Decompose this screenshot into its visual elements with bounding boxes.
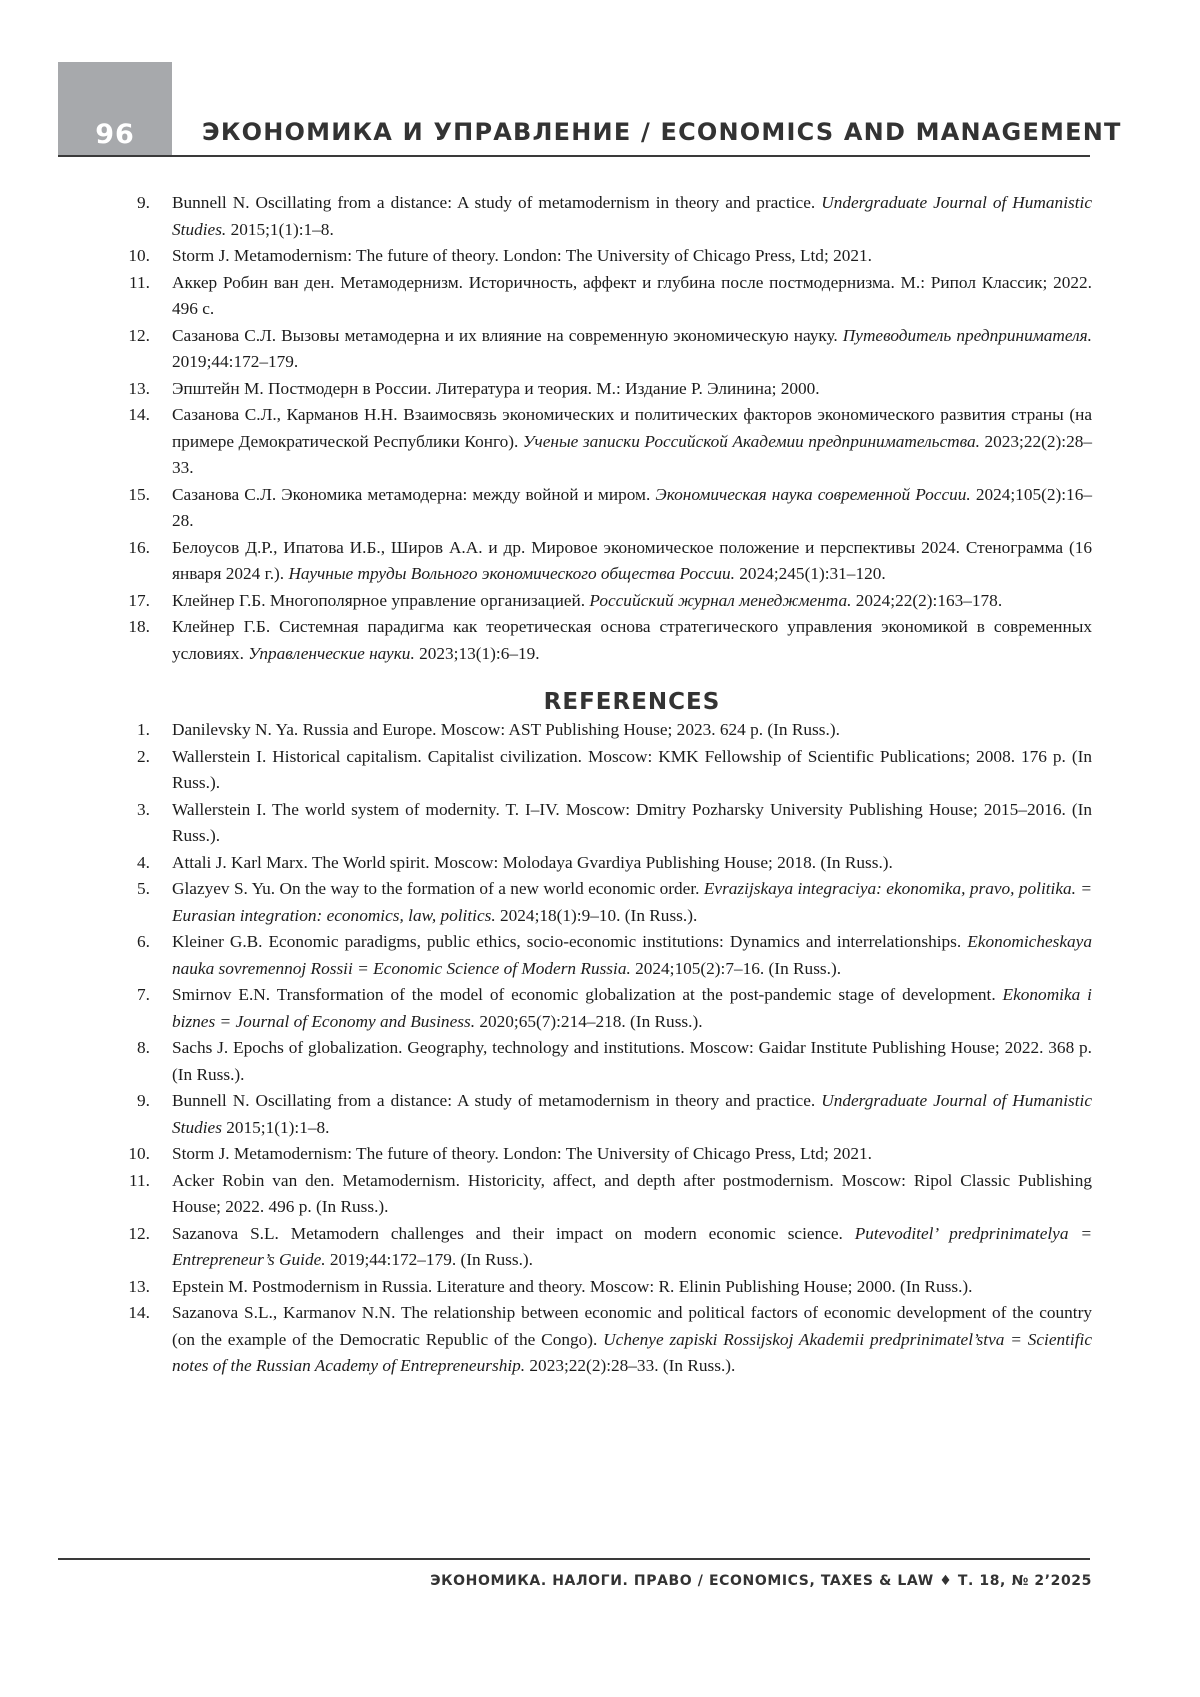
reference-text-segment: Wallerstein I. The world system of modernity. T. I–IV. Moscow: Dmitry Pozharsky University Publishing House; 2015–2016. (In Russ.). <box>172 799 1092 845</box>
reference-item <box>120 402 1092 482</box>
journal-footer: ЭКОНОМИКА. НАЛОГИ. ПРАВО / ECONOMICS, TAXES & LAW ♦ Т. 18, № 2’2025 <box>430 1573 1092 1589</box>
reference-number: 14. <box>128 1303 150 1322</box>
reference-item <box>120 190 1092 243</box>
reference-number: 1. <box>137 720 150 739</box>
footer-divider <box>58 1558 1090 1560</box>
reference-text <box>172 1274 1092 1301</box>
reference-text <box>172 1141 1092 1168</box>
reference-source-title: Научные труды Вольного экономического общества России. <box>288 564 735 583</box>
reference-text-segment: 2023;22(2):28–33. <box>172 431 1092 477</box>
reference-number: 16. <box>128 537 150 557</box>
reference-text-segment: Клейнер Г.Б. Многополярное управление организацией. <box>172 590 590 610</box>
english-reference-list <box>120 717 1092 1380</box>
reference-text <box>172 982 1092 1035</box>
reference-text <box>172 190 1092 243</box>
reference-text-segment: 2023;22(2):28–33. (In Russ.). <box>525 1356 736 1375</box>
reference-number: 10. <box>128 1144 150 1163</box>
reference-number: 17. <box>128 590 150 610</box>
reference-text <box>172 376 1092 403</box>
reference-item <box>120 1035 1092 1088</box>
reference-text <box>172 876 1092 929</box>
reference-text-segment: Эпштейн М. Постмодерн в России. Литература и теория. М.: Издание Р. Элинина; 2000. <box>172 378 820 398</box>
reference-item <box>120 850 1092 877</box>
reference-text-segment: Glazyev S. Yu. On the way to the formation of a new world economic order. <box>172 879 704 898</box>
reference-item <box>120 717 1092 744</box>
references-heading: REFERENCES <box>543 689 721 715</box>
reference-text-segment: Белоусов Д.Р., Ипатова И.Б., Широв А.А. и др. Мировое экономическое положение и перспективы 2024. Стенограмма (16 января 2024 г.). <box>172 537 1092 583</box>
reference-text-segment: 2019;44:172–179. (In Russ.). <box>325 1250 533 1269</box>
reference-text <box>172 243 1092 270</box>
reference-source-title: Uchenye zapiski Rossijskoj Akademii predprinimatel’stva = Scientific notes of the Russian Academy of Entrepreneurship. <box>172 1329 1093 1375</box>
reference-item <box>120 1088 1092 1141</box>
reference-text-segment: Acker Robin van den. Metamodernism. Historicity, affect, and depth after postmodernism. Moscow: Ripol Classic Publishing House; 2022. 496 p. (In Russ.). <box>172 1170 1092 1216</box>
reference-text <box>172 850 1092 877</box>
reference-text-segment: Сазанова С.Л. Вызовы метамодерна и их влияние на современную экономическую науку. <box>172 325 843 345</box>
reference-number: 5. <box>137 879 150 898</box>
reference-text <box>172 614 1092 667</box>
reference-text-segment: Kleiner G.B. Economic paradigms, public ethics, socio-economic institutions: Dynamics and interrelationships. <box>172 932 968 951</box>
reference-text <box>172 1088 1092 1141</box>
reference-item <box>120 1141 1092 1168</box>
page-number-box <box>58 62 172 156</box>
reference-text-segment: 2015;1(1):1–8. <box>221 1117 330 1137</box>
reference-item <box>120 982 1092 1035</box>
reference-text-segment: Sachs J. Epochs of globalization. Geography, technology and institutions. Moscow: Gaidar Institute Publishing House; 2022. 368 p. (In Russ.). <box>172 1038 1092 1084</box>
reference-number: 18. <box>128 617 150 636</box>
reference-text-segment: Smirnov E.N. Transformation of the model of economic globalization at the post-pandemic stage of development. <box>172 985 1003 1004</box>
reference-text-segment: 2024;105(2):7–16. (In Russ.). <box>630 958 842 978</box>
reference-text-segment: Sazanova S.L. Metamodern challenges and their impact on modern economic science. <box>172 1223 855 1243</box>
reference-text-segment: Epstein M. Postmodernism in Russia. Literature and theory. Moscow: R. Elinin Publishing House; 2000. (In Russ.). <box>172 1276 973 1296</box>
reference-item <box>120 1168 1092 1221</box>
reference-text <box>172 717 1092 744</box>
references-content <box>120 190 1092 1380</box>
reference-number: 3. <box>137 799 150 819</box>
reference-text-segment: 2020;65(7):214–218. (In Russ.). <box>475 1011 703 1031</box>
reference-text-segment: Danilevsky N. Ya. Russia and Europe. Moscow: AST Publishing House; 2023. 624 p. (In Russ.). <box>172 720 840 739</box>
reference-text-segment: 2015;1(1):1–8. <box>226 219 334 239</box>
reference-text <box>172 1168 1092 1221</box>
reference-text <box>172 797 1092 850</box>
reference-number: 11. <box>129 1170 150 1190</box>
reference-text-segment: 2024;22(2):163–178. <box>851 590 1003 610</box>
reference-item <box>120 535 1092 588</box>
reference-source-title: Putevoditel’ predprinimatelya = Entrepreneur’s Guide. <box>172 1223 1092 1269</box>
reference-source-title: Ученые записки Российской Академии предпринимательства. <box>522 431 980 451</box>
reference-text <box>172 1221 1092 1274</box>
reference-text-segment: Attali J. Karl Marx. The World spirit. Moscow: Molodaya Gvardiya Publishing House; 2018. (In Russ.). <box>172 852 893 872</box>
reference-source-title: Российский журнал менеджмента. <box>589 590 852 610</box>
reference-number: 6. <box>137 932 150 951</box>
reference-item <box>120 797 1092 850</box>
reference-item <box>120 1221 1092 1274</box>
reference-number: 2. <box>137 746 150 766</box>
reference-text-segment: Сазанова С.Л. Экономика метамодерна: между войной и миром. <box>172 484 656 504</box>
reference-number: 11. <box>129 272 150 292</box>
russian-reference-list <box>120 190 1092 667</box>
reference-text-segment: Storm J. Metamodernism: The future of theory. London: The University of Chicago Press, Ltd; 2021. <box>172 246 872 265</box>
reference-text <box>172 744 1092 797</box>
reference-text <box>172 535 1092 588</box>
reference-text <box>172 323 1092 376</box>
reference-item <box>120 270 1092 323</box>
reference-source-title: Evrazijskaya integraciya: ekonomika, pravo, politika. = Eurasian integration: economics, law, politics. <box>172 879 1093 925</box>
reference-text <box>172 1035 1092 1088</box>
reference-text-segment: Sazanova S.L., Karmanov N.N. The relationship between economic and political factors of economic development of the country (on the example of the Democratic Republic of the Congo). <box>172 1303 1092 1349</box>
reference-text-segment: Bunnell N. Oscillating from a distance: A study of metamodernism in theory and practice. <box>172 193 822 212</box>
section-title: ЭКОНОМИКА И УПРАВЛЕНИЕ / ECONOMICS AND MANAGEMENT <box>202 118 1122 146</box>
reference-item <box>120 744 1092 797</box>
reference-text <box>172 270 1092 323</box>
reference-item <box>120 614 1092 667</box>
reference-text-segment: Wallerstein I. Historical capitalism. Capitalist civilization. Moscow: KMK Fellowship of Scientific Publications; 2008. 176 p. (In Russ.). <box>172 746 1092 792</box>
reference-text <box>172 482 1092 535</box>
reference-item <box>120 482 1092 535</box>
reference-source-title: Экономическая наука современной России. <box>655 484 971 504</box>
reference-source-title: Путеводитель предпринимателя. <box>842 325 1092 345</box>
reference-text <box>172 929 1092 982</box>
reference-text-segment: Клейнер Г.Б. Системная парадигма как теоретическая основа стратегического управления экономикой в современных условиях. <box>172 617 1092 663</box>
reference-item <box>120 929 1092 982</box>
reference-item <box>120 243 1092 270</box>
reference-text-segment: Аккер Робин ван ден. Метамодернизм. Историчность, аффект и глубина после постмодернизма. М.: Рипол Классик; 2022. 496 с. <box>172 272 1092 318</box>
reference-number: 10. <box>128 246 150 265</box>
reference-number: 4. <box>137 852 150 872</box>
reference-text <box>172 402 1092 482</box>
reference-text <box>172 1300 1092 1380</box>
reference-text-segment: 2024;105(2):16–28. <box>172 484 1092 530</box>
reference-text-segment: Bunnell N. Oscillating from a distance: A study of metamodernism in theory and practice. <box>172 1091 822 1110</box>
reference-text <box>172 588 1092 615</box>
reference-text-segment: Сазанова С.Л., Карманов Н.Н. Взаимосвязь экономических и политических факторов экономического развития страны (на примере Демократической Республики Конго). <box>172 405 1092 451</box>
reference-source-title: Undergraduate Journal of Humanistic Studies. <box>172 193 1092 239</box>
reference-item <box>120 876 1092 929</box>
reference-number: 14. <box>128 405 150 424</box>
reference-text-segment: Storm J. Metamodernism: The future of theory. London: The University of Chicago Press, Ltd; 2021. <box>172 1144 872 1163</box>
reference-item <box>120 1300 1092 1380</box>
reference-item <box>120 1274 1092 1301</box>
reference-number: 9. <box>137 193 150 212</box>
reference-item <box>120 588 1092 615</box>
reference-number: 13. <box>128 1276 150 1296</box>
reference-text-segment: 2024;18(1):9–10. (In Russ.). <box>495 905 698 925</box>
reference-number: 8. <box>137 1038 150 1057</box>
reference-source-title: Undergraduate Journal of Humanistic Studies <box>172 1091 1092 1137</box>
reference-text-segment: 2019;44:172–179. <box>172 352 299 371</box>
reference-number: 12. <box>128 325 150 345</box>
reference-text-segment: 2024;245(1):31–120. <box>734 564 886 583</box>
reference-source-title: Ekonomika i biznes = Journal of Economy and Business. <box>172 985 1092 1031</box>
reference-number: 12. <box>128 1223 150 1243</box>
reference-source-title: Управленческие науки. <box>248 643 415 663</box>
header-divider <box>58 155 1090 157</box>
reference-item <box>120 376 1092 403</box>
reference-source-title: Ekonomicheskaya nauka sovremennoj Rossii = Economic Science of Modern Russia. <box>172 932 1092 978</box>
reference-number: 13. <box>128 378 150 398</box>
reference-number: 9. <box>137 1091 150 1110</box>
reference-text-segment: 2023;13(1):6–19. <box>414 643 540 663</box>
reference-item <box>120 323 1092 376</box>
page-number: 96 <box>95 119 135 150</box>
reference-number: 15. <box>128 484 150 504</box>
reference-number: 7. <box>137 985 150 1004</box>
